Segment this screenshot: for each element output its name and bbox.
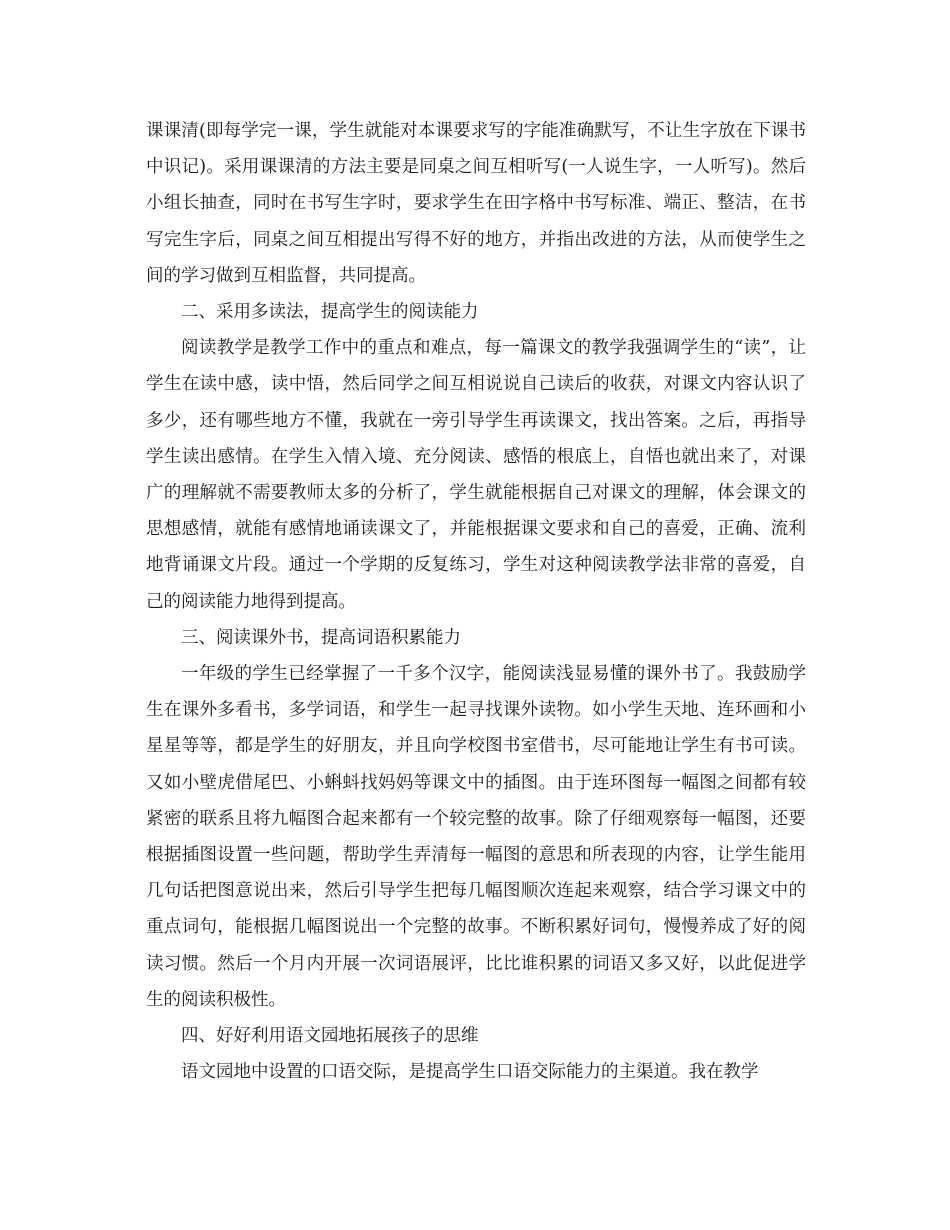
paragraph-extracurricular-reading: 一年级的学生已经掌握了一千多个汉字，能阅读浅显易懂的课外书了。我鼓励学生在课外多看书，多学词语，和学生一起寻找课外读物。如小学生天地、连环画和小星星等等，都是学生的好朋友，并且向学校图书室借书，尽可能地让学生有书可读。又如小壁虎借尾巴、小蝌蚪找妈妈等课文中的插图。由于连环图每一幅图之间都有较紧密的联系且将九幅图合起来都有一个较完整的故事。除了仔细观察每一幅图，还要根据插图设置一些问题，帮助学生弄清每一幅图的意思和所表现的内容，让学生能用几句话把图意说出来，然后引导学生把每几幅图顺次连起来观察，结合学习课文中的重点词句，能根据几幅图说出一个完整的故事。不断积累好词句，慢慢养成了好的阅读习惯。然后一个月内开展一次词语展评，比比谁积累的词语又多又好，以此促进学生的阅读积极性。 <box>146 664 806 1010</box>
section-heading-reading: 二、采用多读法，提高学生的阅读能力 <box>181 302 479 323</box>
section-heading-language-garden: 四、好好利用语文园地拓展孩子的思维 <box>181 1026 479 1047</box>
paragraph-reading-teaching: 阅读教学是教学工作中的重点和难点，每一篇课文的教学我强调学生的“读”，让学生在读中感，读中悟，然后同学之间互相说说自己读后的收获，对课文内容认识了多少，还有哪些地方不懂，我就在一旁引导学生再读课文，找出答案。之后，再指导学生读出感情。在学生入情入境、充分阅读、感悟的根底上，自悟也就出来了，对课广的理解就不需要教师太多的分析了，学生就能根据自己对课文的理解，体会课文的思想感情，就能有感情地诵读课文了，并能根据课文要求和自己的喜爱，正确、流利地背诵课文片段。通过一个学期的反复练习，学生对这种阅读教学法非常的喜爱，自己的阅读能力地得到提高。 <box>146 338 806 612</box>
document-body <box>146 113 806 1090</box>
paragraph-dictation-method: 课课清(即每学完一课，学生就能对本课要求写的字能准确默写，不让生字放在下课书中识记)。采用课课清的方法主要是同桌之间互相听写(一人说生字，一人听写)。然后小组长抽查，同时在书写生字时，要求学生在田字格中书写标准、端正、整洁，在书写完生字后，同桌之间互相提出写得不好的地方，并指出改进的方法，从而使学生之间的学习做到互相监督，共同提高。 <box>146 121 806 286</box>
section-heading-extracurricular: 三、阅读课外书，提高词语积累能力 <box>181 627 461 648</box>
paragraph-oral-communication: 语文园地中设置的口语交际，是提高学生口语交际能力的主渠道。我在教学 <box>181 1062 759 1083</box>
